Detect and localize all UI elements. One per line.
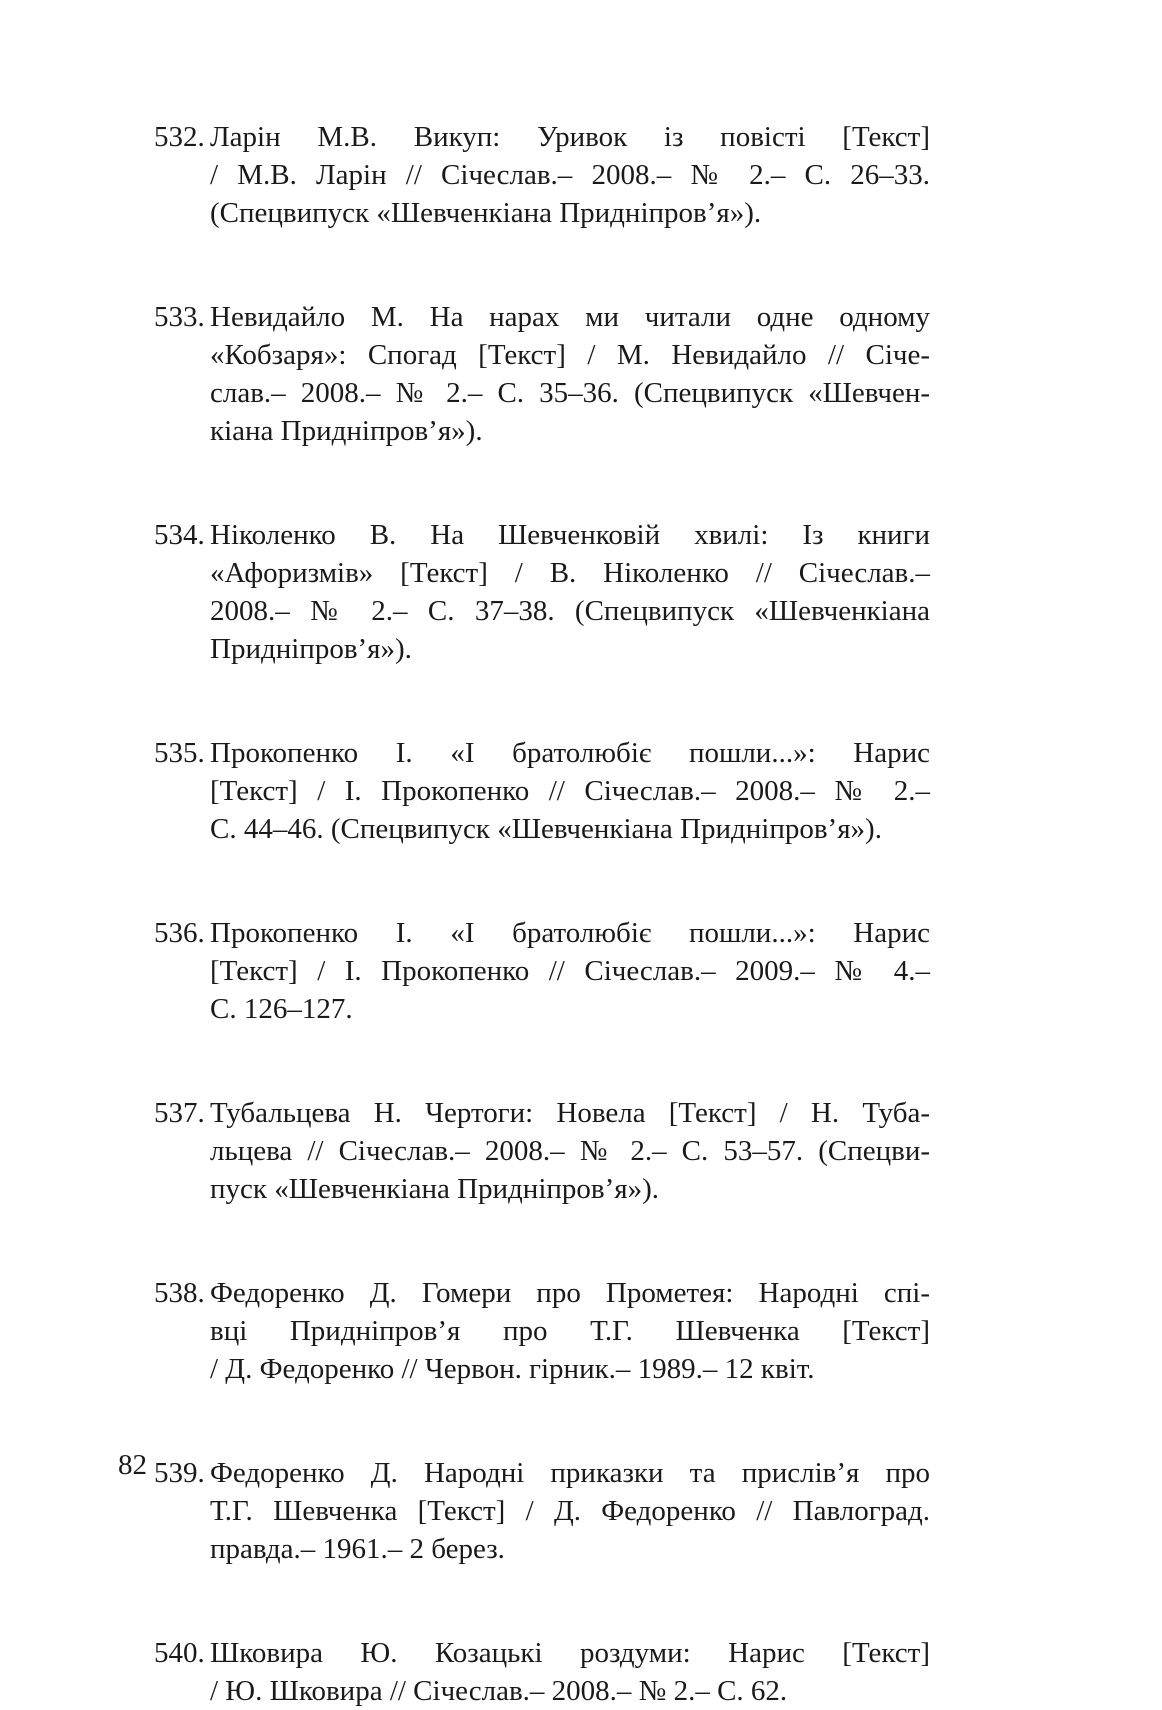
entry-text-line: Т.Г. Шевченка [Текст] / Д. Федоренко // Павлоград.	[210, 1495, 930, 1527]
entry-text-line: Тубальцева Н. Чертоги: Новела [Текст] / Н. Туба-	[210, 1097, 930, 1129]
entry-text-line: / Ю. Шковира // Січеслав.– 2008.– № 2.– С. 62.	[210, 1675, 788, 1707]
entry-text-line: Шковира Ю. Козацькі роздуми: Нарис [Текст]	[210, 1637, 930, 1669]
entry-text-line: [Текст] / І. Прокопенко // Січеслав.– 2008.– № 2.–	[210, 775, 930, 807]
entry-text-line: Прокопенко І. «І братолюбіє пошли...»: Нарис	[210, 737, 930, 769]
entry-number: 539.	[154, 1457, 205, 1489]
entry-number: 536.	[154, 917, 205, 949]
entry-text-line: правда.– 1961.– 2 берез.	[210, 1533, 505, 1565]
entry-text-line: Придніпров’я»).	[210, 633, 412, 665]
entry-number: 538.	[154, 1277, 205, 1309]
bibliography-entry	[154, 118, 930, 232]
entry-text-line: / Д. Федоренко // Червон. гірник.– 1989.– 12 квіт.	[210, 1353, 815, 1385]
entry-text-line: пуск «Шевченкіана Придніпров’я»).	[210, 1173, 659, 1205]
entry-text-line: льцева // Січеслав.– 2008.– № 2.– С. 53–57. (Спецви-	[210, 1135, 930, 1167]
bibliography-entry	[154, 1634, 930, 1710]
entry-text-line: слав.– 2008.– № 2.– С. 35–36. (Спецвипуск «Шевчен-	[210, 377, 930, 409]
entry-number: 540.	[154, 1637, 205, 1669]
entry-text-line: Невидайло М. На нарах ми читали одне одному	[210, 301, 930, 333]
entry-text-line: кіана Придніпров’я»).	[210, 415, 483, 447]
entry-text-line: вці Придніпров’я про Т.Г. Шевченка [Текст]	[210, 1315, 930, 1347]
entry-text-line: С. 126–127.	[210, 993, 353, 1025]
entry-number: 533.	[154, 301, 205, 333]
entry-number: 534.	[154, 519, 205, 551]
bibliography-entry	[154, 734, 930, 848]
entry-number: 537.	[154, 1097, 205, 1129]
entry-number: 535.	[154, 737, 205, 769]
bibliography-list	[154, 118, 930, 1710]
entry-text-line: Ніколенко В. На Шевченковій хвилі: Із книги	[210, 519, 930, 551]
entry-text-line: 2008.– № 2.– С. 37–38. (Спецвипуск «Шевченкіана	[210, 595, 930, 627]
bibliography-entry	[154, 1094, 930, 1208]
bibliography-entry	[154, 1274, 930, 1388]
entry-text-line: Прокопенко І. «І братолюбіє пошли...»: Нарис	[210, 917, 930, 949]
entry-text-line: Федоренко Д. Народні приказки та прислів’я про	[210, 1457, 930, 1489]
entry-text-line: / М.В. Ларін // Січеслав.– 2008.– № 2.– С. 26–33.	[210, 159, 930, 191]
entry-text-line: Ларін М.В. Викуп: Уривок із повісті [Текст]	[210, 121, 930, 153]
page-number: 82	[118, 1449, 147, 1481]
bibliography-entry	[154, 516, 930, 668]
entry-text-line: [Текст] / І. Прокопенко // Січеслав.– 2009.– № 4.–	[210, 955, 930, 987]
entry-text-line: «Афоризмів» [Текст] / В. Ніколенко // Січеслав.–	[210, 557, 930, 589]
bibliography-entry	[154, 914, 930, 1028]
entry-text-line: Федоренко Д. Гомери про Прометея: Народні спі-	[210, 1277, 930, 1309]
bibliography-entry	[154, 298, 930, 450]
entry-text-line: «Кобзаря»: Спогад [Текст] / М. Невидайло // Січе-	[210, 339, 930, 371]
entry-text-line: (Спецвипуск «Шевченкіана Придніпров’я»).	[210, 197, 762, 229]
entry-text-line: С. 44–46. (Спецвипуск «Шевченкіана Придніпров’я»).	[210, 813, 882, 845]
entry-number: 532.	[154, 121, 205, 153]
bibliography-entry	[154, 1454, 930, 1568]
